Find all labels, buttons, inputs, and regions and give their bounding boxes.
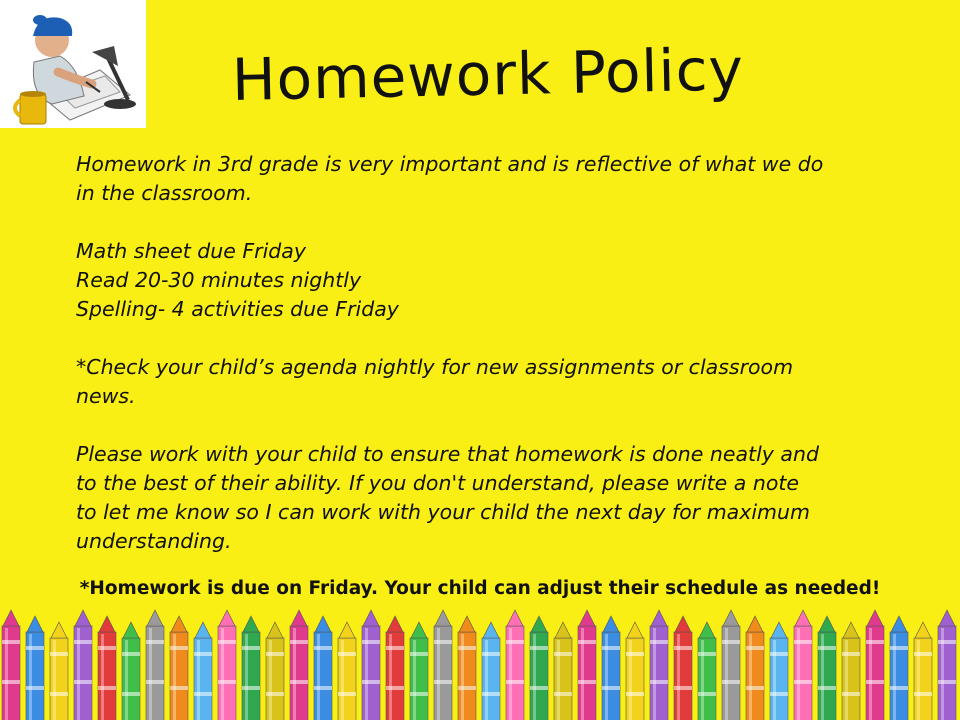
crayon (722, 610, 740, 720)
crayon (890, 616, 908, 720)
agenda-note-line: news. (76, 384, 136, 408)
crayon (122, 622, 140, 720)
footer-note: *Homework is due on Friday. Your child can adjust their schedule as needed! (79, 578, 881, 599)
crayon (338, 622, 356, 720)
crayon (458, 616, 476, 720)
crayon (914, 622, 932, 720)
crayon (650, 610, 668, 720)
crayon (530, 616, 548, 720)
parent-note-line: to let me know so I can work with your child the next day for maximum (76, 500, 810, 524)
crayon (26, 616, 44, 720)
crayon (578, 610, 596, 720)
page-title: Homework Policy (231, 35, 745, 114)
crayon (626, 622, 644, 720)
parent-note-line: Please work with your child to ensure that homework is done neatly and (76, 442, 819, 466)
crayon (866, 610, 884, 720)
crayon-border-decoration (0, 600, 960, 720)
assignment-item: Spelling- 4 activities due Friday (76, 297, 399, 321)
crayon (98, 616, 116, 720)
crayon (74, 610, 92, 720)
parent-note-line: understanding. (76, 529, 232, 553)
crayon (242, 616, 260, 720)
crayon (170, 616, 188, 720)
crayon (746, 616, 764, 720)
crayon (674, 616, 692, 720)
assignment-item: Math sheet due Friday (76, 239, 307, 263)
crayon (266, 622, 284, 720)
crayon (2, 610, 20, 720)
crayon (218, 610, 236, 720)
intro-line: Homework in 3rd grade is very important and is reflective of what we do (76, 152, 824, 176)
parent-note-line: to the best of their ability. If you don't understand, please write a note (76, 471, 800, 495)
crayon (362, 610, 380, 720)
student-homework-clipart (0, 0, 146, 128)
intro-line: in the classroom. (76, 181, 253, 205)
crayon (938, 610, 956, 720)
crayon (842, 622, 860, 720)
agenda-note-line: *Check your child’s agenda nightly for new assignments or classroom (76, 355, 794, 379)
crayon (290, 610, 308, 720)
crayon (194, 622, 212, 720)
crayon (770, 622, 788, 720)
crayon (314, 616, 332, 720)
crayon (482, 622, 500, 720)
crayon (602, 616, 620, 720)
crayon (554, 622, 572, 720)
crayon (818, 616, 836, 720)
crayon (50, 622, 68, 720)
crayon (386, 616, 404, 720)
crayon (506, 610, 524, 720)
crayon (794, 610, 812, 720)
crayon (434, 610, 452, 720)
crayon (146, 610, 164, 720)
crayon (410, 622, 428, 720)
policy-body (76, 150, 936, 556)
crayon (698, 622, 716, 720)
assignment-item: Read 20-30 minutes nightly (76, 268, 362, 292)
